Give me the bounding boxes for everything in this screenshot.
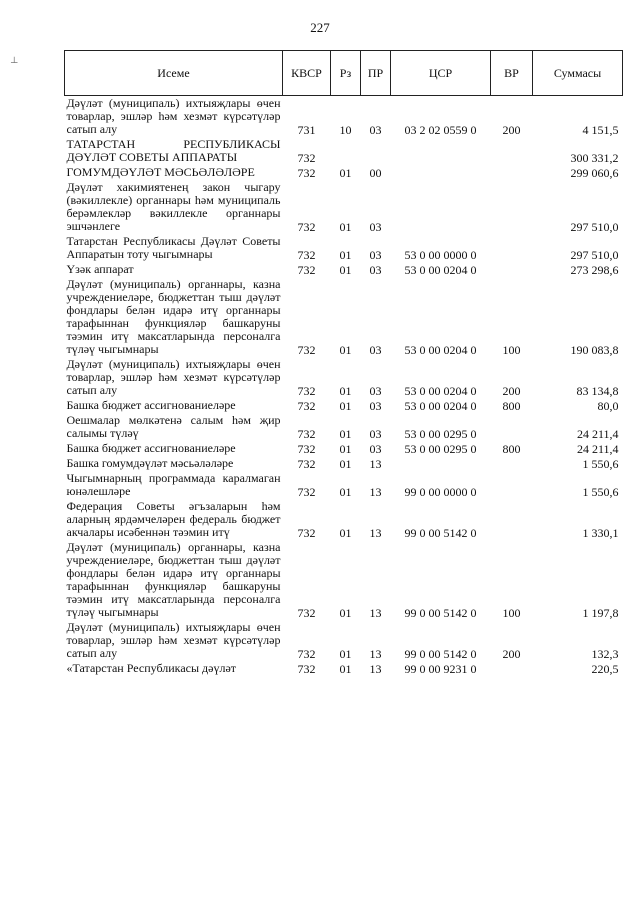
cell-vr: 200	[502, 647, 521, 661]
cell-pr: 13	[369, 647, 382, 661]
col-header-kvsr: КВСР	[283, 51, 331, 96]
cell-vr	[491, 456, 533, 471]
cell-kvsr: 732	[297, 384, 316, 398]
cell-kvsr: 732	[297, 526, 316, 540]
cell-kvsr: 732	[297, 606, 316, 620]
cell-pr: 03	[369, 399, 382, 413]
cell-csr: 53 0 00 0204 0	[404, 384, 477, 398]
cell-sum: 297 510,0	[570, 248, 619, 262]
cell-name: Татарстан Республикасы Дәүләт Советы Аппаратын тоту чыгымнары	[66, 234, 281, 261]
cell-vr: 800	[502, 399, 521, 413]
cell-name: Федерация Советы әгъзаларын һәм аларның ярдәмчеләрен федераль бюджет акчалары исәбеннән тәэмин итү	[66, 499, 281, 539]
cell-vr: 800	[502, 442, 521, 456]
cell-pr: 03	[369, 220, 382, 234]
cell-csr: 99 0 00 9231 0	[404, 662, 477, 676]
table-row	[65, 180, 623, 234]
cell-pr: 03	[369, 123, 382, 137]
cell-pr: 13	[369, 526, 382, 540]
cell-sum: 1 550,6	[582, 485, 619, 499]
cell-pr: 13	[369, 606, 382, 620]
cell-kvsr: 732	[297, 457, 316, 471]
cell-pr: 13	[369, 485, 382, 499]
cell-vr	[491, 413, 533, 441]
cell-rz: 01	[339, 248, 352, 262]
cell-pr: 03	[369, 427, 382, 441]
cell-kvsr: 732	[297, 166, 316, 180]
table-row	[65, 398, 623, 413]
cell-vr	[491, 180, 533, 234]
cell-sum: 300 331,2	[570, 151, 619, 165]
cell-sum: 4 151,5	[582, 123, 619, 137]
cell-kvsr: 732	[297, 343, 316, 357]
cell-vr	[491, 234, 533, 262]
cell-rz: 10	[339, 123, 352, 137]
cell-kvsr: 732	[297, 151, 316, 165]
cell-csr: 53 0 00 0295 0	[404, 427, 477, 441]
cell-name: «Татарстан Республикасы дәүләт	[66, 661, 237, 675]
cell-name: Башка бюджет ассигнованиеләре	[66, 398, 236, 412]
cell-vr	[491, 262, 533, 277]
cell-pr: 13	[369, 457, 382, 471]
table-row	[65, 413, 623, 441]
cell-rz: 01	[339, 647, 352, 661]
cell-sum: 132,3	[591, 647, 619, 661]
cell-name: Башка бюджет ассигнованиеләре	[66, 441, 236, 455]
cell-name: Дәүләт (муниципаль) ихтыяҗлары өчен товарлар, эшләр һәм хезмәт күрсәтүләр сатып алу	[66, 357, 281, 397]
table-row	[65, 262, 623, 277]
cell-csr: 53 0 00 0000 0	[404, 248, 477, 262]
cell-rz	[331, 137, 361, 165]
cell-rz: 01	[339, 427, 352, 441]
table-row	[65, 499, 623, 540]
cell-vr	[491, 471, 533, 499]
cell-rz: 01	[339, 606, 352, 620]
cell-pr: 00	[369, 166, 382, 180]
cell-sum: 297 510,0	[570, 220, 619, 234]
cell-csr: 99 0 00 5142 0	[404, 647, 477, 661]
cell-pr: 03	[369, 263, 382, 277]
col-header-vr: ВР	[491, 51, 533, 96]
cell-sum: 80,0	[597, 399, 619, 413]
cell-name: Дәүләт (муниципаль) ихтыяҗлары өчен товарлар, эшләр һәм хезмәт күрсәтүләр сатып алу	[66, 96, 281, 136]
cell-csr: 99 0 00 5142 0	[404, 606, 477, 620]
cell-kvsr: 732	[297, 662, 316, 676]
cell-csr: 53 0 00 0204 0	[404, 263, 477, 277]
cell-sum: 1 330,1	[582, 526, 619, 540]
cell-sum: 220,5	[591, 662, 619, 676]
cell-csr	[391, 165, 491, 180]
cell-name: ГОМУМДӘҮЛӘТ МӘСЬӘЛӘЛӘРЕ	[66, 165, 255, 179]
cell-kvsr: 732	[297, 399, 316, 413]
cell-kvsr: 732	[297, 442, 316, 456]
cell-csr: 99 0 00 5142 0	[404, 526, 477, 540]
cell-rz: 01	[339, 457, 352, 471]
col-header-pr: ПР	[361, 51, 391, 96]
cell-rz: 01	[339, 662, 352, 676]
cell-pr: 13	[369, 662, 382, 676]
cell-rz: 01	[339, 220, 352, 234]
table-row	[65, 137, 623, 165]
budget-table	[64, 50, 623, 676]
col-header-csr: ЦСР	[391, 51, 491, 96]
cell-pr: 03	[369, 442, 382, 456]
cell-rz: 01	[339, 166, 352, 180]
cell-pr: 03	[369, 384, 382, 398]
table-header-row	[65, 51, 623, 96]
table-row	[65, 357, 623, 398]
cell-csr: 99 0 00 0000 0	[404, 485, 477, 499]
cell-rz: 01	[339, 485, 352, 499]
cell-pr	[361, 137, 391, 165]
cell-sum: 273 298,6	[570, 263, 619, 277]
cell-sum: 24 211,4	[576, 427, 619, 441]
cell-name: Дәүләт (муниципаль) ихтыяҗлары өчен товарлар, эшләр һәм хезмәт күрсәтүләр сатып алу	[66, 620, 281, 660]
col-header-sum: Суммасы	[533, 51, 623, 96]
cell-name: ТАТАРСТАН РЕСПУБЛИКАСЫ ДӘҮЛӘТ СОВЕТЫ АППАРАТЫ	[66, 137, 281, 164]
cell-csr	[391, 456, 491, 471]
cell-csr	[391, 137, 491, 165]
cell-name: Оешмалар мөлкәтенә салым һәм җир салымы түләү	[66, 413, 281, 440]
cell-sum: 24 211,4	[576, 442, 619, 456]
table-row	[65, 234, 623, 262]
col-header-name: Исеме	[65, 51, 283, 96]
cell-name: Чыгымнарның программада каралмаган юнәлешләре	[66, 471, 281, 498]
col-header-rz: Рз	[331, 51, 361, 96]
cell-vr: 100	[502, 343, 521, 357]
table-row	[65, 165, 623, 180]
table-row	[65, 277, 623, 357]
cell-vr	[491, 137, 533, 165]
table-row	[65, 620, 623, 661]
cell-kvsr: 732	[297, 647, 316, 661]
cell-kvsr: 732	[297, 485, 316, 499]
cell-pr: 03	[369, 248, 382, 262]
cell-vr: 100	[502, 606, 521, 620]
cell-vr: 200	[502, 384, 521, 398]
cell-name: Дәүләт (муниципаль) органнары, казна учреждениеләре, бюджеттан тыш дәүләт фондлары белән идарә итү органнары тарафыннан функцияләр башкаруны тәэмин итү максатларында персоналга түләү чыгымнары	[66, 277, 281, 356]
cell-vr	[491, 165, 533, 180]
cell-sum: 83 134,8	[576, 384, 619, 398]
cell-sum: 1 197,8	[582, 606, 619, 620]
cell-csr: 53 0 00 0295 0	[404, 442, 477, 456]
cell-rz: 01	[339, 526, 352, 540]
cell-name: Үзәк аппарат	[66, 262, 134, 276]
page-number: 227	[310, 20, 330, 35]
cell-sum: 299 060,6	[570, 166, 619, 180]
table-row	[65, 540, 623, 620]
cell-pr: 03	[369, 343, 382, 357]
table-row	[65, 471, 623, 499]
cell-kvsr: 732	[297, 263, 316, 277]
cell-vr: 200	[502, 123, 521, 137]
cell-kvsr: 732	[297, 248, 316, 262]
cell-sum: 190 083,8	[570, 343, 619, 357]
cell-name: Дәүләт (муниципаль) органнары, казна учреждениеләре, бюджеттан тыш дәүләт фондлары белән идарә итү органнары тарафыннан функцияләр башкаруны тәэмин итү максатларында персоналга түләү чыгымнары	[66, 540, 281, 619]
table-row	[65, 456, 623, 471]
cell-csr: 53 0 00 0204 0	[404, 343, 477, 357]
cell-vr	[491, 499, 533, 540]
cell-vr	[491, 661, 533, 676]
cell-kvsr: 731	[297, 123, 316, 137]
cell-csr: 03 2 02 0559 0	[404, 123, 477, 137]
cell-name: Башка гомумдәүләт мәсьәләләре	[66, 456, 234, 470]
cell-sum: 1 550,6	[582, 457, 619, 471]
cell-name: Дәүләт хакимиятенең закон чыгару (вәкиллекле) органнары һәм муниципаль берәмлекләр вәкиллекле органнары эшчәнлеге	[66, 180, 281, 233]
margin-mark: ⊥	[10, 55, 19, 65]
cell-kvsr: 732	[297, 427, 316, 441]
cell-csr	[391, 180, 491, 234]
table-row	[65, 96, 623, 138]
cell-csr: 53 0 00 0204 0	[404, 399, 477, 413]
cell-rz: 01	[339, 384, 352, 398]
table-row	[65, 441, 623, 456]
cell-rz: 01	[339, 399, 352, 413]
table-row	[65, 661, 623, 676]
cell-rz: 01	[339, 442, 352, 456]
cell-kvsr: 732	[297, 220, 316, 234]
cell-rz: 01	[339, 343, 352, 357]
cell-rz: 01	[339, 263, 352, 277]
